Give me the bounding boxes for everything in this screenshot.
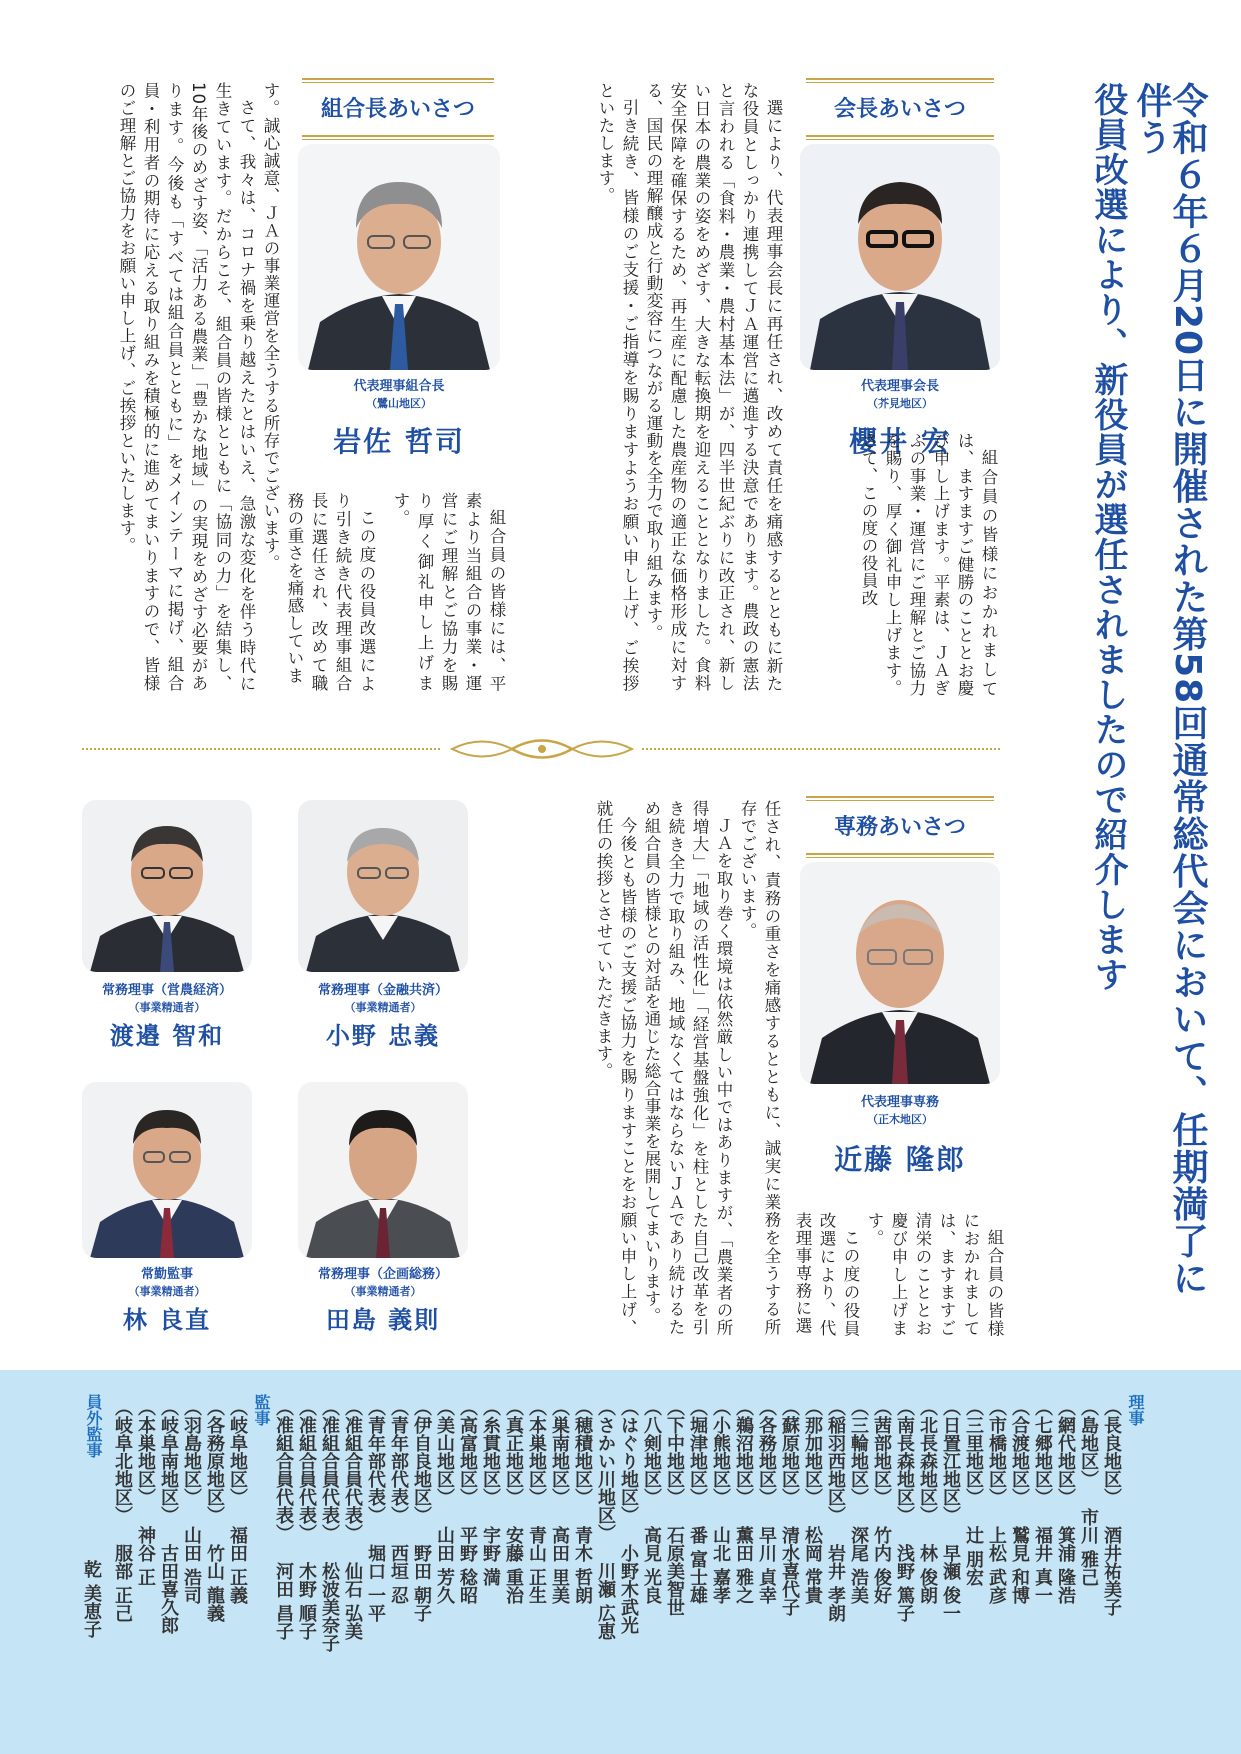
president-section-title: 組合長あいさつ [296, 78, 500, 137]
roster-area: （堀津地区） [687, 1398, 708, 1506]
roster-area: （岐阜地区） [227, 1398, 248, 1506]
chairman-section-title: 会長あいさつ [800, 78, 1000, 137]
gold-rule [806, 796, 994, 798]
roster-name: 林 俊朗 [917, 1544, 938, 1605]
headline [1088, 82, 1208, 1302]
roster-area: （那加地区） [802, 1398, 823, 1506]
roster-area: （岐阜北地区） [112, 1398, 133, 1524]
roster-area: （茜部地区） [871, 1398, 892, 1506]
roster-area: （下中地区） [664, 1398, 685, 1506]
roster-entry [1100, 1398, 1123, 1738]
roster-area: （蘇原地区） [779, 1398, 800, 1506]
roster-area: （はぐり地区） [618, 1398, 639, 1524]
roster-area: （糸貫地区） [480, 1398, 501, 1506]
roster-name: 清水喜代子 [779, 1526, 800, 1616]
ornament-divider [82, 734, 1002, 764]
roster-area: （日置江地区） [940, 1398, 961, 1524]
chairman-greeting-main: 選により、代表理事会長に再任され、改めて責任を痛感するとともに新たな役員としっかり連携してＪＡ運営に邁進する決意であります。農政の憲法と言われる「食料・農業・農村基本法」が、四半世紀ぶりに改正され、新しい日本の農業の姿をめざす、大きな転換期を迎えることとなりました。食料安全保障を確保するため、再生産に配慮した農産物の適正な価格形成に対する、国民の理解醸成と行動変容につながる運動を全力で取り組みます。 引き続き、皆様のご支援・ご指導を賜りますようお願い申し上げ、ご挨拶といたします。 [596, 82, 783, 692]
roster-name: 木野 順子 [296, 1562, 317, 1641]
roster-name: 野田 朝子 [411, 1544, 432, 1623]
roster-entry [916, 1398, 939, 1738]
executive-role: 代表理事専務 （正木地区） [860, 1095, 939, 1126]
roster-entry [686, 1398, 709, 1738]
roster-name: 箕浦 隆浩 [1055, 1526, 1076, 1605]
roster-name: 酒井祐美子 [1101, 1526, 1122, 1616]
roster-area: （市橋地区） [986, 1398, 1007, 1506]
gold-rule [806, 853, 994, 855]
officer-role-watanabe: 常務理事（営農経済） （事業精通者） [101, 983, 232, 1014]
officer-photo-watanabe [82, 800, 252, 972]
portrait-image [82, 800, 252, 972]
roster-name: 松波美奈子 [319, 1562, 340, 1652]
roster-name: 服部 正己 [112, 1544, 133, 1623]
roster-entry [387, 1398, 410, 1738]
president-name: 岩佐 哲司 [333, 425, 465, 458]
roster-area: （伊自良地区） [411, 1398, 432, 1524]
roster-name: 仙石 弘美 [342, 1562, 363, 1641]
roster-name: 薫田 雅之 [733, 1526, 754, 1605]
roster-name: 上松 武彦 [986, 1526, 1007, 1605]
president-greeting-short-1: 組合員の皆様には、平素より当組合の事業・運営にご理解とご協力を賜り厚く御礼申し上げます。 [391, 492, 506, 692]
roster-area: （南長森地区） [894, 1398, 915, 1524]
roster-name: 青木 哲朗 [572, 1526, 593, 1605]
officer-name-ono: 小野 忠義 [325, 1022, 441, 1050]
directors-label: 理事 [1126, 1394, 1145, 1426]
portrait-image [82, 1082, 252, 1258]
roster-entry [364, 1398, 387, 1738]
roster-name: 山田 浩司 [181, 1526, 202, 1605]
roster-area: （高富地区） [457, 1398, 478, 1506]
roster-entry [548, 1398, 571, 1738]
roster-area: （美山地区） [434, 1398, 455, 1506]
roster-entry [663, 1398, 686, 1738]
roster-area: （准組合員代表） [342, 1398, 363, 1542]
roster-entry [525, 1398, 548, 1738]
roster-name: 早川 貞幸 [756, 1526, 777, 1605]
roster-name: 古田喜久郎 [158, 1544, 179, 1634]
officer-role-hayashi: 常勤監事 （事業精通者） [128, 1267, 206, 1298]
roster-name: 岩井 孝朗 [825, 1544, 846, 1623]
roster-name: 辻 朋宏 [963, 1526, 984, 1587]
roster-area: （長良地区） [1101, 1398, 1122, 1506]
headline-line-1: 令和６年６月20日に開催された第58回通常総代会において、任期満了に伴う [1131, 82, 1208, 1297]
roster-name: 山田 芳久 [434, 1526, 455, 1605]
portrait-image [298, 1082, 468, 1258]
roster-entry [433, 1398, 456, 1738]
roster-entry [502, 1398, 525, 1738]
portrait-image [800, 862, 1000, 1084]
roster-area: （准組合員代表） [296, 1398, 317, 1542]
roster-area: （岐阜南地区） [158, 1398, 179, 1524]
roster-entry [318, 1398, 341, 1738]
roster-area: （さかい川地区） [595, 1398, 616, 1542]
roster-area: （三輪地区） [848, 1398, 869, 1506]
roster-entry [111, 1398, 134, 1738]
roster-name: 市川 雅己 [1078, 1508, 1099, 1587]
roster-area: （各務原地区） [204, 1398, 225, 1524]
roster-name: 松岡 常貴 [802, 1526, 823, 1605]
roster-entry [824, 1398, 847, 1738]
roster-entry [1031, 1398, 1054, 1738]
roster-entry [157, 1398, 180, 1738]
roster-entry [180, 1398, 203, 1738]
roster-entry [272, 1398, 295, 1738]
portrait-image [800, 144, 1000, 370]
roster-name: 浅野 篤子 [894, 1544, 915, 1623]
president-role: 代表理事組合長 （鷺山地区） [353, 379, 445, 410]
roster-entry [226, 1398, 249, 1738]
executive-photo [800, 862, 1000, 1084]
gold-rule [302, 78, 494, 80]
officer-name-hayashi: 林 良直 [122, 1306, 212, 1334]
roster-entry [594, 1398, 617, 1738]
external-auditor-name: 乾 美恵子 [81, 1560, 102, 1639]
roster-area: （網代地区） [1055, 1398, 1076, 1506]
president-greeting-main: す。誠心誠意、ＪＡの事業運営を全うする所存でございます。 さて、我々は、コロナ禍を乗り越えたとはいえ、急激な変化を伴う時代に生きています。だからこそ、組合員の皆様とともに「協同の力」を結集し、10年後のめざす姿、「活力ある農業」「豊かな地域」の実現をめざす必要があります。今後も「すべては組合員とともに」をメインテーマに掲げ、組合員・利用者の期待に応える取り組みを積極的に進めてまいりますので、皆様のご理解とご協力をお願い申し上げ、ご挨拶といたします。 [117, 82, 280, 692]
auditors-label: 監事 [252, 1394, 271, 1426]
roster-name: 竹内 俊好 [871, 1526, 892, 1605]
portrait-image [298, 144, 500, 370]
roster-entry [939, 1398, 962, 1738]
roster-area: （八剣地区） [641, 1398, 662, 1506]
roster-entry [640, 1398, 663, 1738]
roster-name: 高田 里美 [549, 1526, 570, 1605]
officer-role-ono: 常務理事（金融共済） （事業精通者） [317, 983, 448, 1014]
roster-entry [709, 1398, 732, 1738]
roster-entry [870, 1398, 893, 1738]
officer-photo-ono [298, 800, 468, 972]
roster-entry [456, 1398, 479, 1738]
officer-photo-hayashi [82, 1082, 252, 1258]
roster-area: （本巣地区） [526, 1398, 547, 1506]
roster-area: （北長森地区） [917, 1398, 938, 1524]
roster-area: （穂積地区） [572, 1398, 593, 1506]
executive-greeting-main: 任され、責務の重さを痛感するとともに、誠実に業務を全うする所存でございます。 ＪＡを取り巻く環境は依然厳しい中ではありますが、「農業者の所得増大」「地域の活性化」「経営基盤強化」を柱とした自己改革を引き続き全力で取り組み、地域なくてはならないＪＡであり続けるため組合員の皆様との対話を通じた総合事業を展開してまいります。 今後とも皆様のご支援ご協力を賜りますことをお願い申し上げ、就任の挨拶とさせていただきます。 [594, 800, 781, 1336]
roster-name: 山北 嘉孝 [710, 1526, 731, 1605]
president-photo [298, 144, 500, 370]
officer-name-watanabe: 渡邉 智和 [109, 1022, 225, 1050]
roster-entry [985, 1398, 1008, 1738]
roster-entry [801, 1398, 824, 1738]
roster-name: 番 富士雄 [687, 1526, 708, 1605]
roster-area: （青年部代表） [365, 1398, 386, 1524]
roster-area: （巣南地区） [549, 1398, 570, 1506]
roster-entry [755, 1398, 778, 1738]
roster-entry [732, 1398, 755, 1738]
roster-entry [847, 1398, 870, 1738]
gold-rule [806, 135, 994, 137]
president-greeting-short-2: この度の役員改選により引き続き代表理事組合長に選任され、改めて職務の重さを痛感していま [285, 492, 376, 692]
roster-area: （真正地区） [503, 1398, 524, 1506]
roster-entry [778, 1398, 801, 1738]
roster-area: （島地区） [1078, 1398, 1099, 1488]
roster-entry [893, 1398, 916, 1738]
roster-entry [1077, 1398, 1100, 1738]
roster-name: 福井 真一 [1032, 1526, 1053, 1605]
chairman-role: 代表理事会長 （芥見地区） [860, 379, 939, 410]
roster-area: （青年部代表） [388, 1398, 409, 1524]
roster-name: 川瀬 広恵 [595, 1562, 616, 1641]
roster-entry [341, 1398, 364, 1738]
roster-name: 鷲見 和博 [1009, 1526, 1030, 1605]
officer-photo-tajima [298, 1082, 468, 1258]
executive-name: 近藤 隆郎 [834, 1143, 966, 1176]
roster-name: 宇野 満 [480, 1526, 501, 1587]
gold-rule [806, 78, 994, 80]
roster-name: 早瀬 俊一 [940, 1544, 961, 1623]
chairman-photo [800, 144, 1000, 370]
roster-name: 青山 正生 [526, 1526, 547, 1605]
roster-entry [203, 1398, 226, 1738]
roster-entry [617, 1398, 640, 1738]
roster-area: （羽島地区） [181, 1398, 202, 1506]
roster-area: （准組合員代表） [319, 1398, 340, 1542]
roster-area: （七郷地区） [1032, 1398, 1053, 1506]
roster-entry [1008, 1398, 1031, 1738]
chairman-greeting-short: 組合員の皆様におかれましては、ますますご健勝のこととお慶び申し上げます。平素は、ＪＡぎふの事業・運営にご理解とご協力を賜り、厚く御礼申し上げます。さて、この度の役員改 [859, 432, 998, 697]
chairman-name: 櫻井 宏 [849, 425, 951, 458]
executive-greeting-short-1: 組合員の皆様におかれましては、ますますご清栄のこととお慶び申し上げます。 [865, 1212, 1004, 1337]
roster-area: （稲羽西地区） [825, 1398, 846, 1524]
portrait-image [298, 800, 468, 972]
roster-name: 河田 昌子 [273, 1562, 294, 1641]
roster-name: 小野木武光 [618, 1544, 639, 1634]
roster-area: （小熊地区） [710, 1398, 731, 1506]
roster-entry [479, 1398, 502, 1738]
roster-area: （三里地区） [963, 1398, 984, 1506]
roster-name: 神谷 正 [135, 1526, 156, 1587]
officer-roster [0, 1370, 1241, 1754]
external-auditor-label: 員外監事 [84, 1394, 103, 1458]
roster-name: 深尾 浩美 [848, 1526, 869, 1605]
roster-area: （本巣地区） [135, 1398, 156, 1506]
roster-entry [410, 1398, 433, 1738]
roster-name: 安藤 重治 [503, 1526, 524, 1605]
roster-entry [295, 1398, 318, 1738]
roster-area: （各務地区） [756, 1398, 777, 1506]
roster-name: 堀口 一平 [365, 1544, 386, 1623]
executive-section-title: 専務あいさつ [800, 796, 1000, 855]
roster-entry [962, 1398, 985, 1738]
headline-line-2: 役員改選により、新役員が選任されましたので紹介します [1088, 82, 1128, 992]
officer-role-tajima: 常務理事（企画総務） （事業精通者） [317, 1267, 448, 1298]
roster-entry [134, 1398, 157, 1738]
roster-name: 高見 光良 [641, 1526, 662, 1605]
officer-name-tajima: 田島 義則 [325, 1306, 441, 1334]
roster-name: 石原美智世 [664, 1526, 685, 1616]
roster-name: 平野 稔昭 [457, 1526, 478, 1605]
roster-area: （鵜沼地区） [733, 1398, 754, 1506]
gold-rule [302, 135, 494, 137]
executive-greeting-short-2: この度の役員改選により、代表理事専務に選 [793, 1212, 860, 1337]
roster-entry [571, 1398, 594, 1738]
roster-entry [1054, 1398, 1077, 1738]
roster-name: 福田 正義 [227, 1526, 248, 1605]
roster-area: （合渡地区） [1009, 1398, 1030, 1506]
roster-name: 西垣 忍 [388, 1544, 409, 1605]
roster-area: （准組合員代表） [273, 1398, 294, 1542]
roster-name: 竹山 龍義 [204, 1544, 225, 1623]
